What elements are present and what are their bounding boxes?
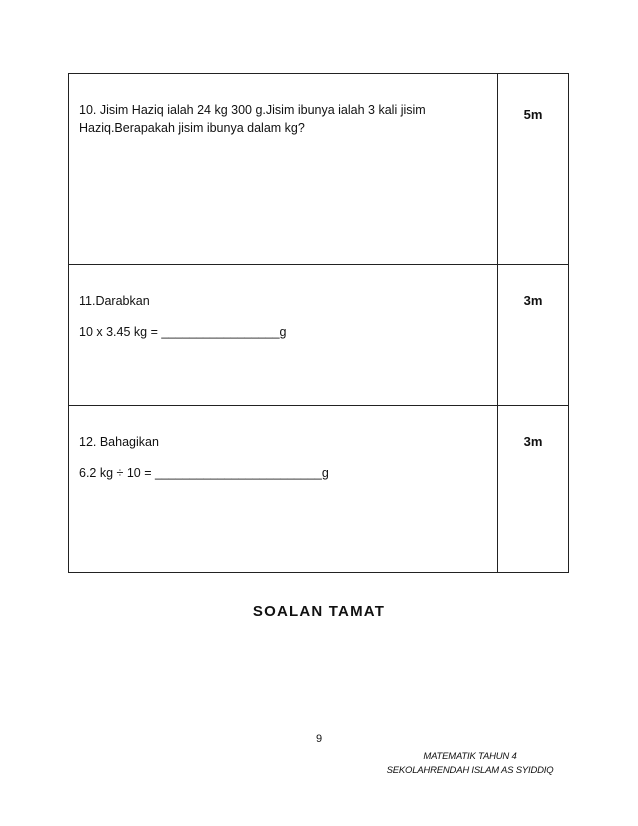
marks-label: 3m xyxy=(523,434,543,449)
question-row-11 xyxy=(69,265,569,406)
footer-school: SEKOLAHRENDAH ISLAM AS SYIDDIQ xyxy=(386,765,554,776)
marks-label: 5m xyxy=(523,107,543,122)
question-cell xyxy=(69,74,498,265)
question-title: 11.Darabkan xyxy=(79,294,150,308)
question-text-line: Haziq.Berapakah jisim ibunya dalam kg? xyxy=(79,121,305,135)
footer xyxy=(370,750,570,778)
question-cell xyxy=(69,406,498,573)
footer-subject: MATEMATIK TAHUN 4 xyxy=(423,751,517,762)
marks-label: 3m xyxy=(523,293,543,308)
question-equation: 10 x 3.45 kg = _________________g xyxy=(79,325,287,339)
page-number: 9 xyxy=(315,733,323,745)
question-row-10 xyxy=(69,74,569,265)
question-title: 12. Bahagikan xyxy=(79,435,159,449)
question-text-line: 10. Jisim Haziq ialah 24 kg 300 g.Jisim ibunya ialah 3 kali jisim xyxy=(79,103,426,117)
question-equation: 6.2 kg ÷ 10 = ________________________g xyxy=(79,466,329,480)
question-row-12 xyxy=(69,406,569,573)
question-cell xyxy=(69,265,498,406)
marks-cell xyxy=(498,406,569,573)
marks-cell xyxy=(498,265,569,406)
questions-table xyxy=(68,73,569,573)
end-of-questions-title: SOALAN TAMAT xyxy=(252,603,386,620)
marks-cell xyxy=(498,74,569,265)
